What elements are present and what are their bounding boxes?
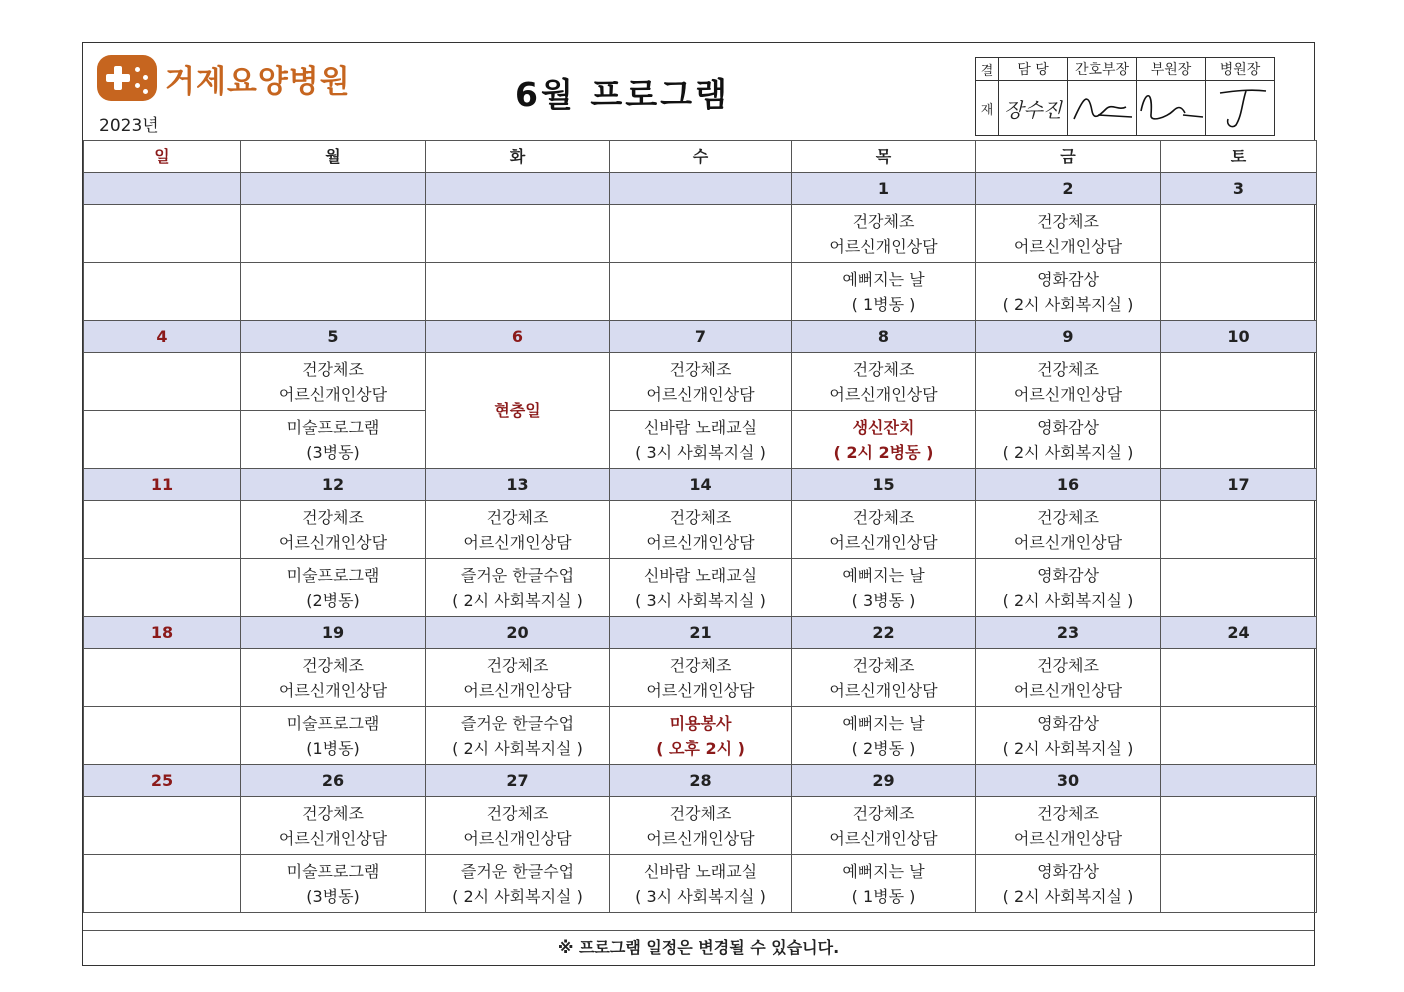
program-cell [610,649,792,707]
program-detail: 어르신개인상담 [1013,236,1123,256]
program-cell [610,353,792,411]
program-detail: ( 2시 사회복지실 ) [452,886,583,906]
program-cell [241,649,426,707]
signature-staff-name: 장수진 [1004,97,1062,122]
program-calendar [83,140,1317,913]
program-name: 건강체조 [486,803,549,823]
year-label: 2023년 [99,116,159,136]
program-sheet [82,42,1315,966]
program-detail: (2병동) [306,590,360,610]
program-cell [426,263,610,321]
program-cell [84,707,241,765]
approval-role: 병원장 [1206,58,1275,81]
program-name: 건강체조 [1037,507,1099,527]
program-cell [792,501,976,559]
program-name: 건강체조 [302,803,364,823]
date-cell: 22 [792,617,976,649]
program-name: 미술프로그램 [286,417,380,437]
program-detail: (3병동) [306,442,360,462]
program-name: 영화감상 [1037,417,1099,437]
program-cell [976,263,1161,321]
program-cell [241,411,426,469]
program-detail: ( 3시 사회복지실 ) [635,442,766,462]
program-detail: ( 1병동 ) [851,294,916,314]
program-name: 건강체조 [669,655,732,675]
program-cell [1161,855,1317,913]
program-cell [976,855,1161,913]
program-cell [426,707,610,765]
program-cell [241,263,426,321]
program-cell [1161,649,1317,707]
program-name: 생신잔치 [852,417,915,437]
program-cell [241,559,426,617]
date-cell: 26 [241,765,426,797]
program-detail: ( 2시 사회복지실 ) [1002,294,1134,314]
program-cell [610,855,792,913]
program-detail: 어르신개인상담 [829,680,938,700]
program-detail: ( 2시 사회복지실 ) [452,738,583,758]
weekday-header: 금 [976,141,1161,173]
date-row [84,765,1317,797]
program-row [84,559,1317,617]
program-name: 영화감상 [1037,269,1099,289]
date-cell: 12 [241,469,426,501]
date-cell: 10 [1161,321,1317,353]
program-cell [241,797,426,855]
program-cell [1161,559,1317,617]
program-cell [610,501,792,559]
program-row [84,855,1317,913]
date-cell: 2 [976,173,1161,205]
date-cell: 30 [976,765,1161,797]
weekday-header-row [84,141,1317,173]
program-detail: 어르신개인상담 [278,532,388,552]
program-cell [241,855,426,913]
program-cell [84,411,241,469]
program-cell [792,559,976,617]
program-cell [426,649,610,707]
program-name: 예뻐지는 날 [842,713,925,733]
holiday-label: 현충일 [426,353,610,469]
program-cell [426,797,610,855]
program-name: 건강체조 [302,655,364,675]
approval-role: 담 당 [999,58,1068,81]
date-cell: 23 [976,617,1161,649]
program-cell [792,855,976,913]
program-row [84,353,1317,411]
weekday-header: 월 [241,141,426,173]
program-detail: ( 2시 사회복지실 ) [1002,738,1134,758]
program-detail: 어르신개인상담 [646,384,755,404]
program-name: 미용봉사 [669,713,732,733]
program-name: 건강체조 [852,655,915,675]
program-cell [976,559,1161,617]
program-name: 신바람 노래교실 [643,861,758,881]
program-name: 미술프로그램 [286,861,380,881]
program-cell [792,263,976,321]
weekday-header: 수 [610,141,792,173]
program-detail: ( 3시 사회복지실 ) [635,590,766,610]
program-name: 건강체조 [302,359,364,379]
signature-staff [999,81,1068,136]
program-row [84,649,1317,707]
program-cell [84,797,241,855]
program-detail: 어르신개인상담 [463,680,572,700]
signature-vice-director [1137,81,1206,136]
program-cell [426,501,610,559]
program-name: 건강체조 [852,359,915,379]
program-detail: 어르신개인상담 [1013,384,1123,404]
program-name: 예뻐지는 날 [842,565,925,585]
date-cell [1161,765,1317,797]
program-cell [1161,797,1317,855]
program-cell [426,205,610,263]
program-cell [1161,501,1317,559]
program-detail: ( 3병동 ) [851,590,916,610]
program-cell [426,559,610,617]
program-cell [84,353,241,411]
program-name: 예뻐지는 날 [842,861,925,881]
program-detail: ( 오후 2시 ) [656,738,745,758]
program-detail: ( 2시 사회복지실 ) [1002,886,1134,906]
program-name: 건강체조 [852,803,915,823]
program-detail: 어르신개인상담 [463,828,572,848]
footer-note: ※ 프로그램 일정은 변경될 수 있습니다. [83,930,1314,965]
date-cell [84,173,241,205]
program-name: 미술프로그램 [286,713,380,733]
date-cell: 18 [84,617,241,649]
date-cell: 6 [426,321,610,353]
program-name: 건강체조 [1037,359,1099,379]
program-cell [1161,263,1317,321]
program-detail: 어르신개인상담 [829,236,938,256]
program-name: 건강체조 [669,359,732,379]
program-detail: 어르신개인상담 [278,384,388,404]
program-name: 영화감상 [1037,861,1099,881]
program-cell [976,649,1161,707]
signature-director [1206,81,1275,136]
approval-table [975,57,1275,136]
program-cell [792,411,976,469]
program-cell [241,707,426,765]
date-cell: 17 [1161,469,1317,501]
program-cell [792,205,976,263]
date-cell: 19 [241,617,426,649]
date-cell: 5 [241,321,426,353]
program-cell [610,707,792,765]
date-cell: 21 [610,617,792,649]
program-detail: ( 2시 2병동 ) [833,442,934,462]
program-detail: (3병동) [306,886,360,906]
program-row [84,205,1317,263]
date-cell: 4 [84,321,241,353]
program-cell [1161,707,1317,765]
program-cell [792,797,976,855]
weekday-header: 목 [792,141,976,173]
date-cell: 11 [84,469,241,501]
date-cell: 20 [426,617,610,649]
program-row [84,411,1317,469]
date-cell: 13 [426,469,610,501]
program-detail: 어르신개인상담 [646,532,755,552]
approval-role: 간호부장 [1068,58,1137,81]
program-cell [84,263,241,321]
date-cell: 15 [792,469,976,501]
program-name: 건강체조 [302,507,364,527]
program-cell [976,353,1161,411]
date-cell [610,173,792,205]
program-cell [610,263,792,321]
date-cell: 1 [792,173,976,205]
program-cell [241,501,426,559]
program-cell [976,797,1161,855]
program-name: 건강체조 [486,507,549,527]
program-cell [792,649,976,707]
date-cell: 7 [610,321,792,353]
program-cell [792,353,976,411]
program-detail: 어르신개인상담 [829,384,938,404]
program-cell [976,501,1161,559]
date-cell: 27 [426,765,610,797]
date-cell: 14 [610,469,792,501]
date-cell: 16 [976,469,1161,501]
approval-role: 부원장 [1137,58,1206,81]
program-detail: 어르신개인상담 [1013,828,1123,848]
program-name: 신바람 노래교실 [643,565,758,585]
header [83,43,1314,140]
date-cell [426,173,610,205]
page-title: 6월 프로그램 [515,75,730,114]
program-cell [610,797,792,855]
weekday-header: 화 [426,141,610,173]
date-row [84,469,1317,501]
date-cell: 9 [976,321,1161,353]
program-name: 건강체조 [1037,803,1099,823]
date-cell: 3 [1161,173,1317,205]
logo-text: 거제요양병원 [165,63,351,100]
medical-cross-icon [97,55,157,101]
program-detail: ( 2시 사회복지실 ) [1002,442,1134,462]
program-detail: 어르신개인상담 [1013,532,1123,552]
program-cell [792,707,976,765]
hospital-logo [97,55,351,101]
program-name: 즐거운 한글수업 [460,713,575,733]
program-row [84,263,1317,321]
program-name: 건강체조 [669,507,732,527]
program-detail: ( 3시 사회복지실 ) [635,886,766,906]
weekday-header: 일 [84,141,241,173]
program-cell [610,559,792,617]
date-cell: 25 [84,765,241,797]
program-cell [84,559,241,617]
program-cell [976,411,1161,469]
date-cell: 28 [610,765,792,797]
program-cell [84,501,241,559]
program-detail: ( 1병동 ) [851,886,916,906]
program-name: 미술프로그램 [286,565,380,585]
program-detail: 어르신개인상담 [1013,680,1123,700]
program-detail: (1병동) [306,738,360,758]
date-cell: 29 [792,765,976,797]
program-name: 건강체조 [669,803,732,823]
program-detail: 어르신개인상담 [646,680,755,700]
approval-side-bottom: 재 [976,81,999,136]
program-name: 즐거운 한글수업 [460,565,575,585]
program-cell [610,411,792,469]
program-detail: 어르신개인상담 [829,828,938,848]
program-name: 영화감상 [1037,713,1099,733]
program-name: 건강체조 [852,211,915,231]
program-detail: ( 2시 사회복지실 ) [1002,590,1134,610]
program-name: 건강체조 [1037,211,1099,231]
program-cell [84,205,241,263]
date-row [84,173,1317,205]
program-detail: 어르신개인상담 [278,680,388,700]
program-cell [241,205,426,263]
approval-side-top: 결 [976,58,999,81]
program-detail: ( 2시 사회복지실 ) [452,590,583,610]
program-name: 영화감상 [1037,565,1099,585]
date-cell [241,173,426,205]
program-name: 즐거운 한글수업 [460,861,575,881]
program-detail: 어르신개인상담 [278,828,388,848]
program-row [84,797,1317,855]
program-cell [84,855,241,913]
program-cell [241,353,426,411]
date-cell: 8 [792,321,976,353]
program-detail: 어르신개인상담 [829,532,938,552]
program-name: 건강체조 [852,507,915,527]
program-cell [1161,205,1317,263]
program-name: 신바람 노래교실 [643,417,758,437]
program-name: 예뻐지는 날 [842,269,925,289]
program-detail: 어르신개인상담 [463,532,572,552]
program-name: 건강체조 [486,655,549,675]
program-name: 건강체조 [1037,655,1099,675]
program-cell [1161,411,1317,469]
program-row [84,501,1317,559]
program-cell [610,205,792,263]
program-cell [976,707,1161,765]
signature-nursing-head [1068,81,1137,136]
program-row [84,707,1317,765]
program-detail: ( 2병동 ) [851,738,916,758]
date-row [84,617,1317,649]
date-cell: 24 [1161,617,1317,649]
program-cell [84,649,241,707]
program-cell [1161,353,1317,411]
program-cell [426,855,610,913]
program-cell [976,205,1161,263]
program-detail: 어르신개인상담 [646,828,755,848]
weekday-header: 토 [1161,141,1317,173]
date-row [84,321,1317,353]
